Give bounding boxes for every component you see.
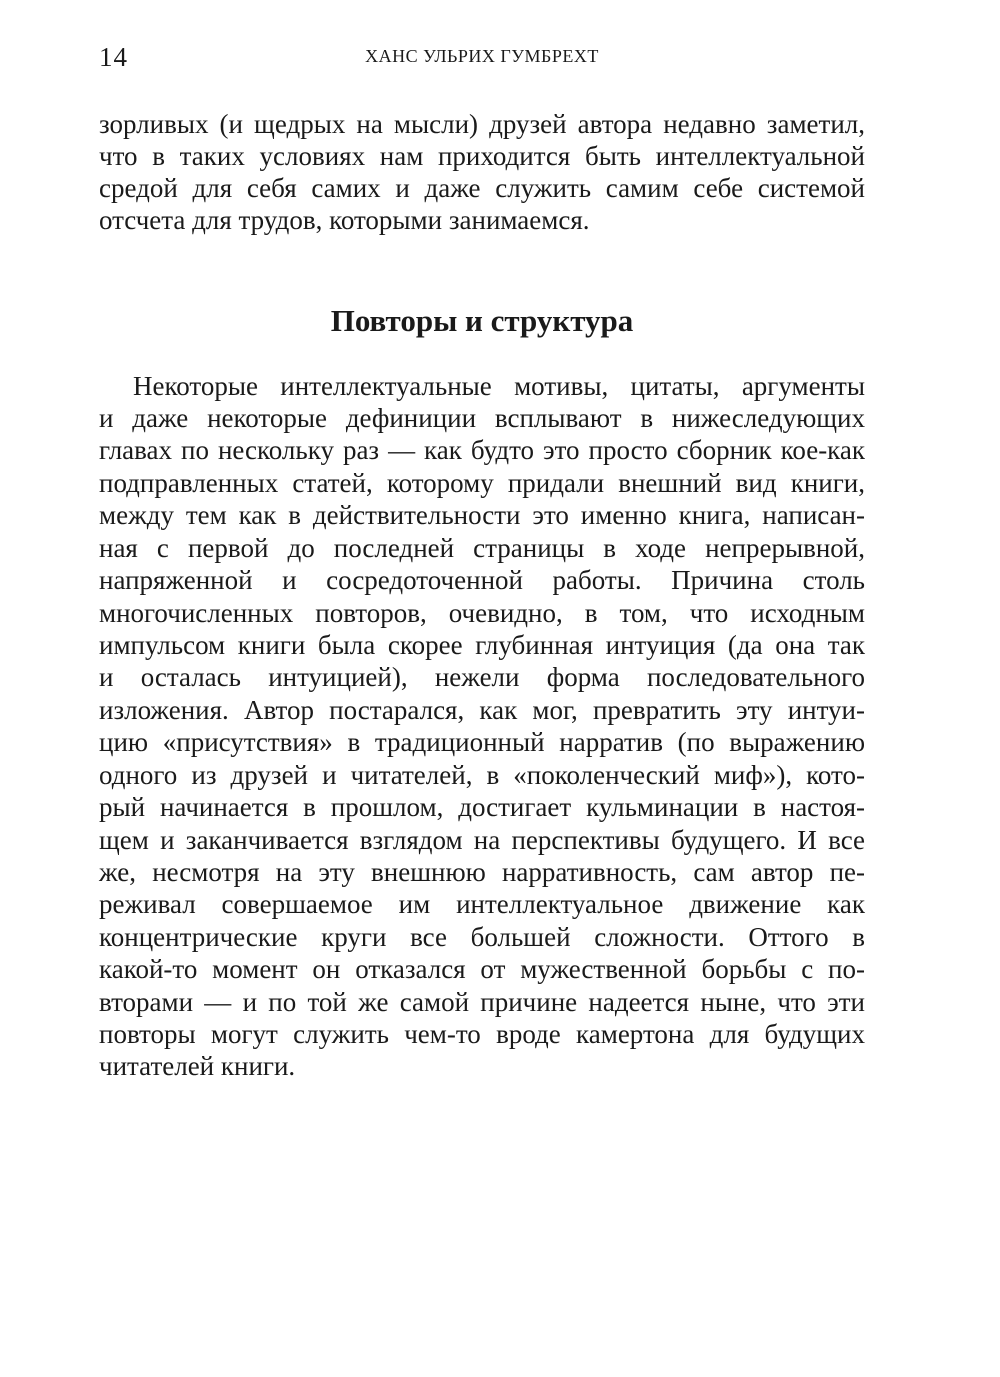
section-heading: Повторы и структура bbox=[330, 303, 634, 338]
text-line: и даже некоторые дефиниции всплывают в нижеследующих bbox=[99, 403, 865, 433]
text-line: читателей книги. bbox=[99, 1051, 296, 1081]
text-line: отсчета для трудов, которыми занимаемся. bbox=[99, 205, 590, 235]
text-line: щем и заканчивается взглядом на перспективы будущего. И все bbox=[99, 825, 865, 855]
text-line: ная с первой до последней страницы в ходе непрерывной, bbox=[99, 533, 865, 563]
text-line: же, несмотря на эту внешнюю нарративность, сам автор пе- bbox=[99, 857, 865, 887]
text-line: напряженной и сосредоточенной работы. Причина столь bbox=[99, 565, 865, 595]
text-line: концентрические круги все большей сложности. Оттого в bbox=[99, 922, 865, 952]
text-line: и осталась интуицией), нежели форма последовательного bbox=[99, 662, 865, 692]
text-line: вторами — и по той же самой причине надеется ныне, что эти bbox=[99, 987, 865, 1017]
text-line: рый начинается в прошлом, достигает кульминации в настоя- bbox=[99, 792, 865, 822]
text-line: что в таких условиях нам приходится быть интеллектуальной bbox=[99, 141, 865, 171]
text-line: зорливых (и щедрых на мысли) друзей автора недавно заметил, bbox=[99, 109, 865, 139]
text-line: цию «присутствия» в традиционный нарратив (по выражению bbox=[99, 727, 865, 757]
text-line: между тем как в действительности это именно книга, написан- bbox=[99, 500, 865, 530]
text-line: импульсом книги была скорее глубинная интуиция (да она так bbox=[99, 630, 865, 660]
running-head bbox=[99, 40, 865, 80]
text-line: подправленных статей, которому придали внешний вид книги, bbox=[99, 468, 865, 498]
text-line: многочисленных повторов, очевидно, в том, что исходным bbox=[99, 598, 865, 628]
text-line: Некоторые интеллектуальные мотивы, цитаты, аргументы bbox=[133, 371, 865, 401]
text-line: повторы могут служить чем-то вроде камертона для будущих bbox=[99, 1019, 865, 1049]
text-line: изложения. Автор постарался, как мог, превратить эту интуи- bbox=[99, 695, 865, 725]
text-line: реживал совершаемое им интеллектуальное движение как bbox=[99, 889, 865, 919]
page-number: 14 bbox=[99, 42, 128, 72]
text-line: средой для себя самих и даже служить самим себе системой bbox=[99, 173, 865, 203]
text-line: главах по нескольку раз — как будто это просто сборник кое-как bbox=[99, 435, 865, 465]
text-line: какой-то момент он отказался от мужественной борьбы с по- bbox=[99, 954, 865, 984]
text-line: одного из друзей и читателей, в «поколенческий миф»), кото- bbox=[99, 760, 865, 790]
running-head-author: ХАНС УЛЬРИХ ГУМБРЕХТ bbox=[365, 46, 599, 66]
